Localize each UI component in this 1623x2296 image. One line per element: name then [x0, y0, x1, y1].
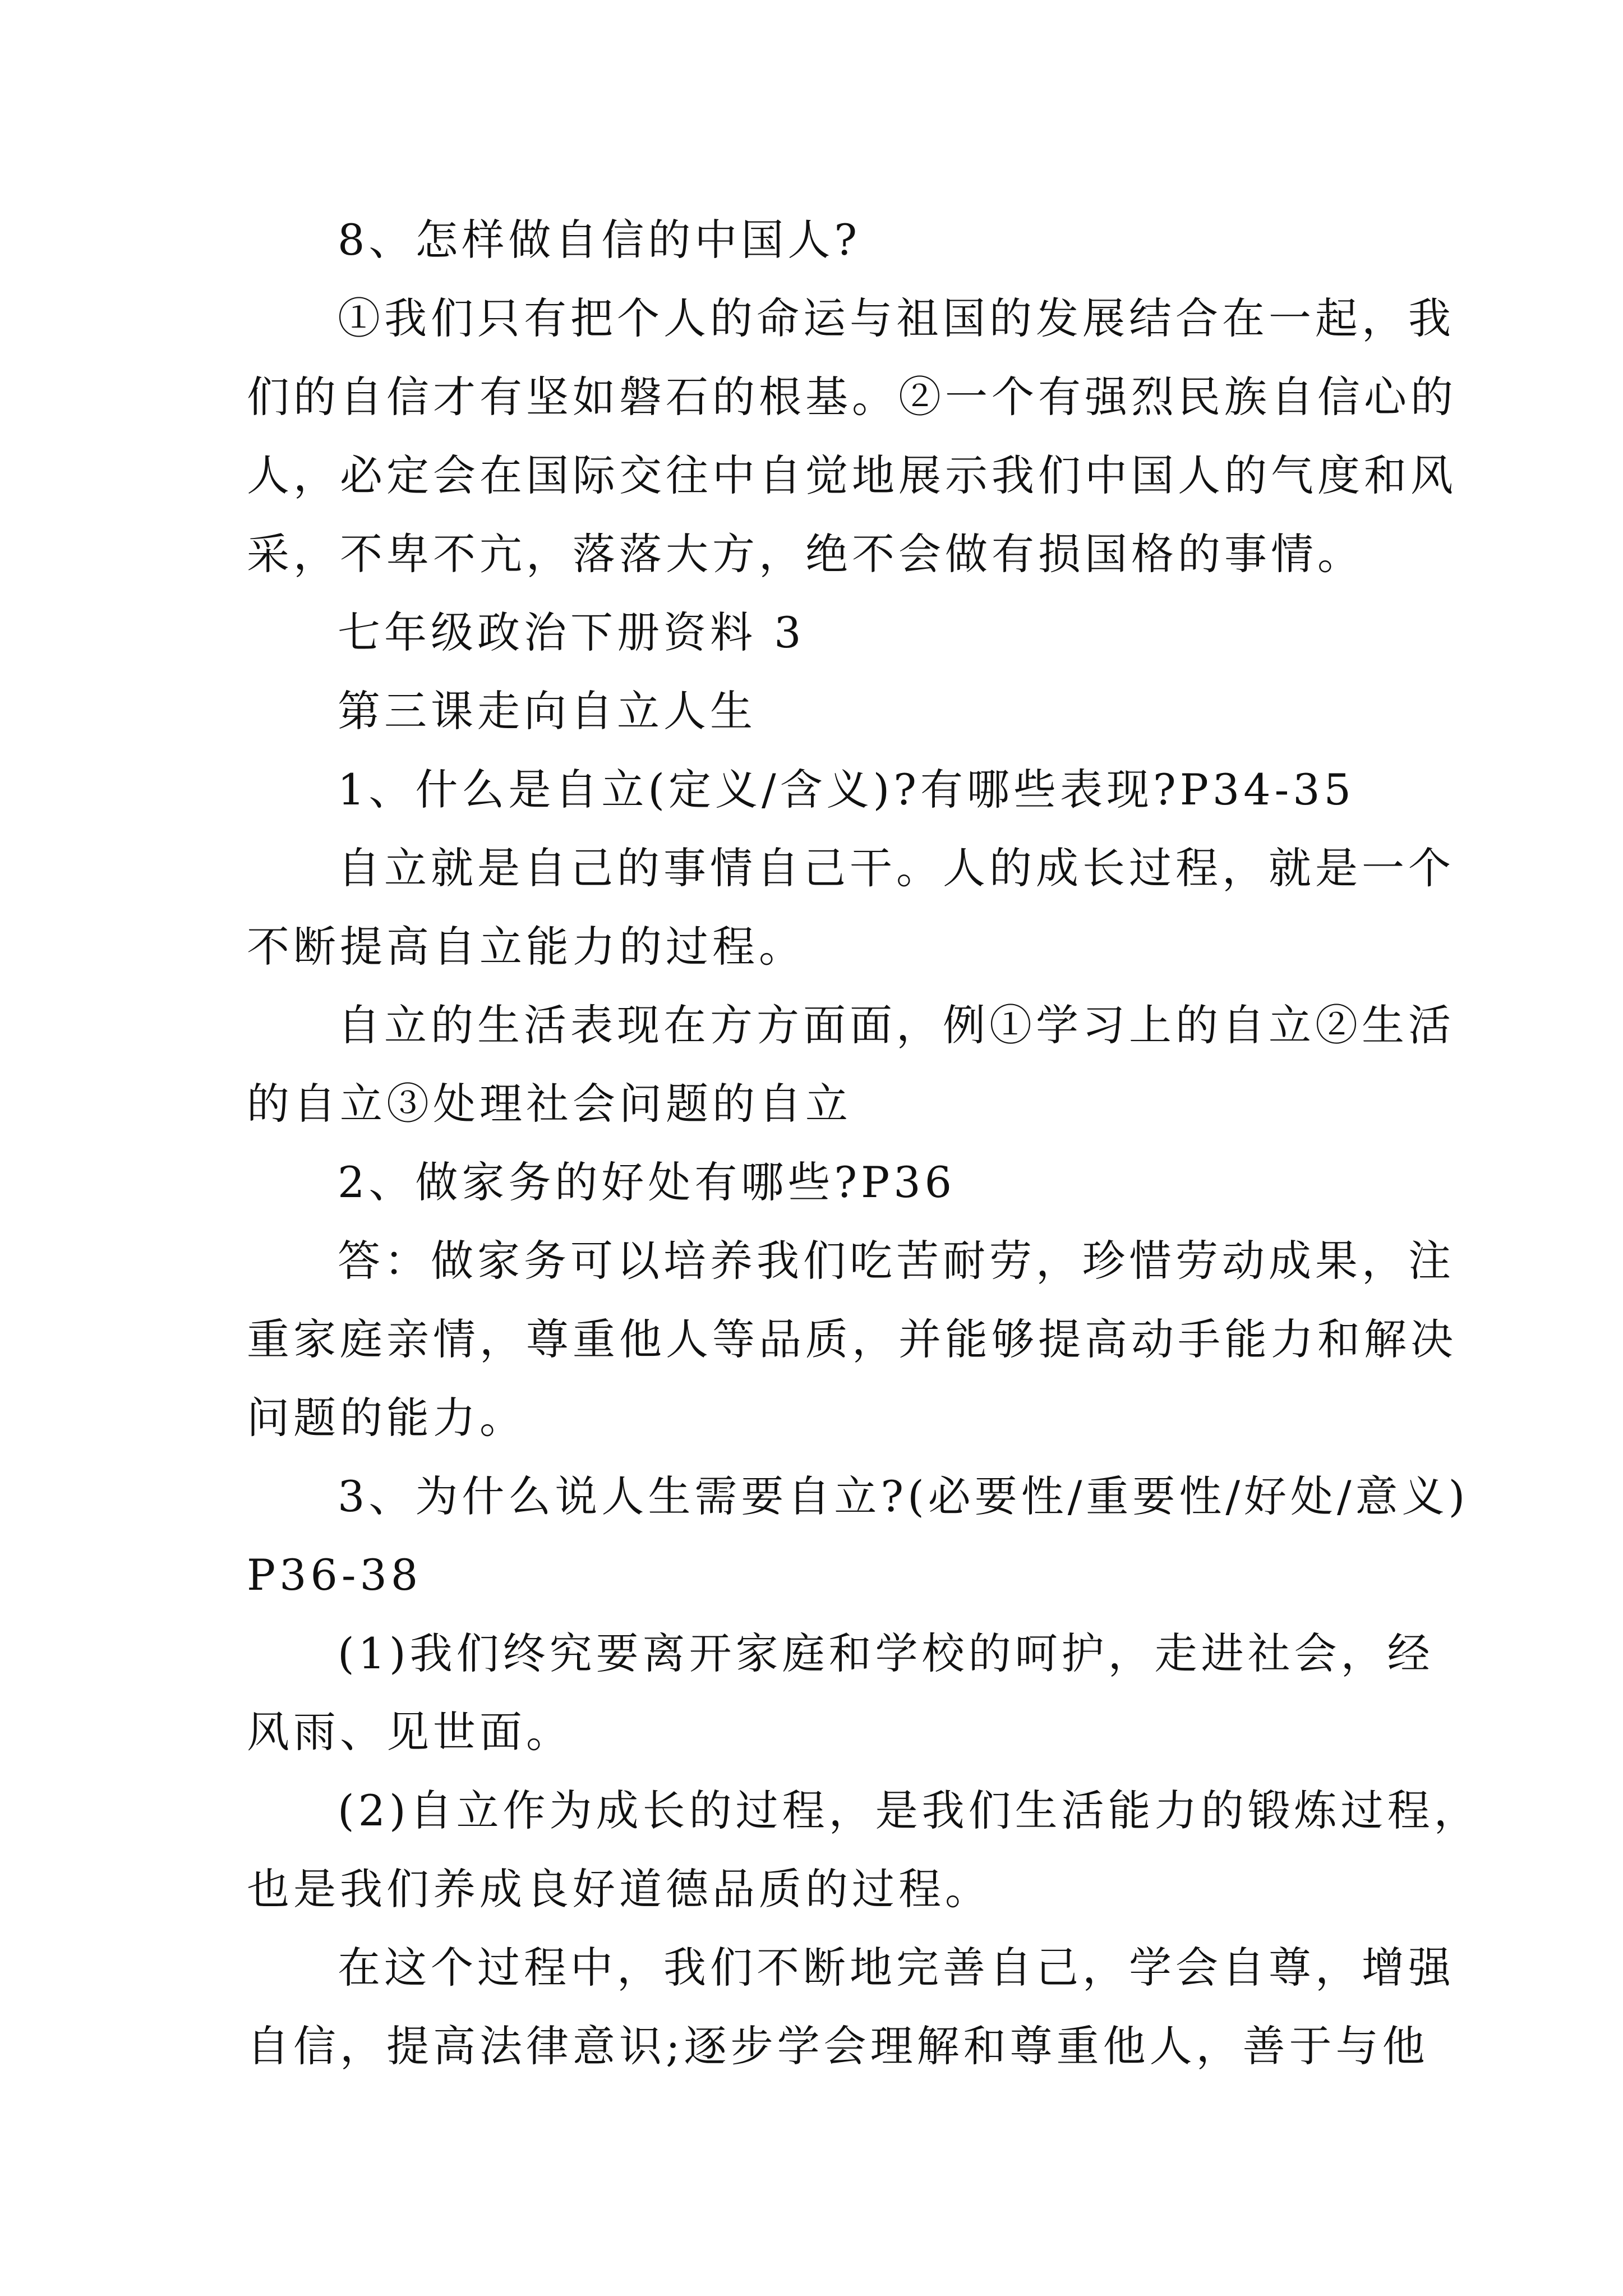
text-line: P36-38: [247, 1550, 422, 1600]
text-line: 风雨、见世面。: [247, 1707, 573, 1757]
text-line: 也是我们养成良好道德品质的过程。: [247, 1864, 992, 1914]
text-line: 8、怎样做自信的中国人?: [338, 215, 861, 265]
text-line: (1)我们终究要离开家庭和学校的呵护，走进社会，经: [338, 1628, 1434, 1678]
text-line: 七年级政治下册资料 3: [338, 608, 805, 657]
text-line: 人，必定会在国际交往中自觉地展示我们中国人的气度和风: [247, 450, 1457, 500]
text-line: 第三课走向自立人生: [338, 686, 757, 736]
text-line: 在这个过程中，我们不断地完善自己，学会自尊，增强: [338, 1943, 1455, 1993]
text-line: 自立的生活表现在方方面面，例①学习上的自立②生活: [338, 1000, 1455, 1050]
text-line: 2、做家务的好处有哪些?P36: [338, 1157, 956, 1207]
text-line: 采，不卑不亢，落落大方，绝不会做有损国格的事情。: [247, 529, 1364, 579]
text-line: 答：做家务可以培养我们吃苦耐劳，珍惜劳动成果，注: [338, 1236, 1455, 1286]
text-line: 1、什么是自立(定义/含义)?有哪些表现?P34-35: [338, 765, 1355, 815]
text-line: 们的自信才有坚如磐石的根基。②一个有强烈民族自信心的: [247, 372, 1457, 422]
text-line: 不断提高自立能力的过程。: [247, 922, 805, 972]
text-line: 重家庭亲情，尊重他人等品质，并能够提高动手能力和解决: [247, 1314, 1457, 1364]
text-line: 3、为什么说人生需要自立?(必要性/重要性/好处/意义): [338, 1471, 1469, 1521]
text-line: 问题的能力。: [247, 1393, 526, 1443]
text-line: ①我们只有把个人的命运与祖国的发展结合在一起，我: [338, 293, 1455, 343]
text-line: (2)自立作为成长的过程，是我们生活能力的锻炼过程，: [338, 1786, 1481, 1835]
text-line: 自立就是自己的事情自己干。人的成长过程，就是一个: [338, 843, 1455, 893]
text-line: 的自立③处理社会问题的自立: [247, 1079, 852, 1129]
text-line: 自信，提高法律意识;逐步学会理解和尊重他人，善于与他: [247, 2021, 1429, 2071]
